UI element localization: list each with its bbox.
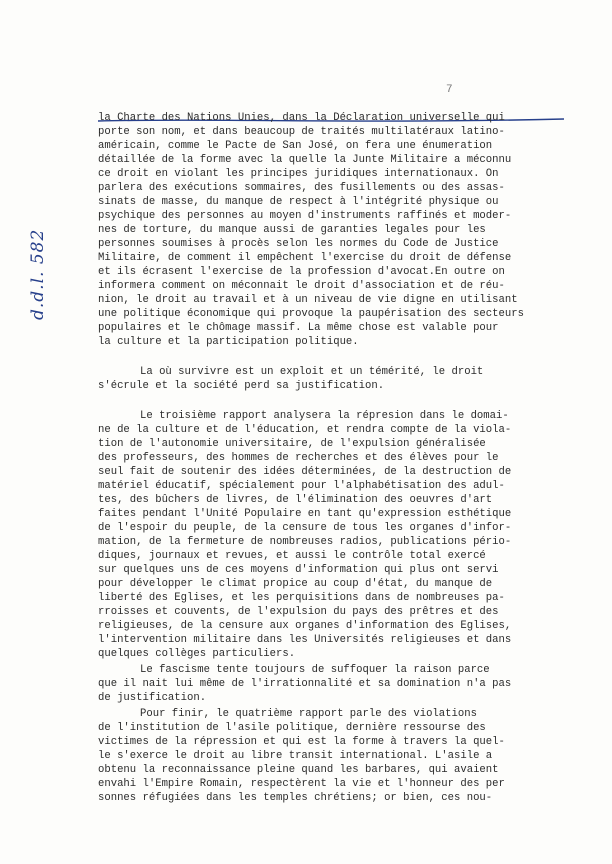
text-line: quelques collèges particuliers. xyxy=(98,648,296,660)
text-line: le s'exerce le droit au libre transit international. L'asile a xyxy=(98,750,493,762)
text-line: la Charte des Nations Unies, dans la Déclaration universelle qui xyxy=(98,112,505,124)
text-line: porte son nom, et dans beaucoup de traités multilatéraux latino- xyxy=(98,126,505,138)
text-line: ne de la culture et de l'éducation, et rendra compte de la viola- xyxy=(98,424,512,436)
text-line: nes de torture, du manque aussi de garanties legales pour les xyxy=(98,224,486,236)
text-line: détaillée de la forme avec la quelle la Junte Militaire a méconnu xyxy=(98,154,512,166)
text-line: envahi l'Empire Romain, respectèrent la vie et l'honneur des per xyxy=(98,778,505,790)
text-line: faites pendant l'Unité Populaire en tant qu'expression esthétique xyxy=(98,508,512,520)
text-line: La où survivre est un exploit et un témérité, le droit xyxy=(140,366,484,378)
text-line: liberté des Eglises, et les perquisitions dans de nombreuses pa- xyxy=(98,592,505,604)
page-number: 7 xyxy=(446,84,453,96)
text-line: informera comment on méconnait le droit d'association et de réu- xyxy=(98,280,505,292)
text-line: sinats de masse, du manque de respect à l'intégrité physique ou xyxy=(98,196,499,208)
text-line: Le troisième rapport analysera la répresion dans le domai- xyxy=(140,410,509,422)
text-line: Pour finir, le quatrième rapport parle des violations xyxy=(140,708,477,720)
text-line: diques, journaux et revues, et aussi le contrôle total exercé xyxy=(98,550,486,562)
text-line: rroisses et couvents, de l'expulsion du pays des prêtres et des xyxy=(98,606,499,618)
text-line: de justification. xyxy=(98,692,207,704)
text-line: Militaire, de comment il empêchent l'exercise du droit de défense xyxy=(98,252,512,264)
text-line: une politique économique qui provoque la paupérisation des secteurs xyxy=(98,308,524,320)
text-line: de l'institution de l'asile politique, dernière ressourse des xyxy=(98,722,486,734)
text-line: et ils écrasent l'exercise de la profession d'avocat.En outre on xyxy=(98,266,505,278)
text-line: obtenu la reconnaissance pleine quand les barbares, qui avaient xyxy=(98,764,499,776)
text-line: que il nait lui même de l'irrationnalité et sa domination n'a pas xyxy=(98,678,512,690)
text-line: tes, des bûchers de livres, de l'élimination des oeuvres d'art xyxy=(98,494,493,506)
text-line: s'écrule et la société perd sa justification. xyxy=(98,380,385,392)
text-line: de l'espoir du peuple, de la censure de tous les organes d'infor- xyxy=(98,522,512,534)
text-line: Le fascisme tente toujours de suffoquer la raison parce xyxy=(140,664,490,676)
text-line: pour développer le climat propice au coup d'état, du manque de xyxy=(98,578,493,590)
text-line: personnes soumises à procès selon les normes du Code de Justice xyxy=(98,238,499,250)
text-line: des professeurs, des hommes de recherches et des élèves pour le xyxy=(98,452,499,464)
text-line: parlera des exécutions sommaires, des fusillements ou des assas- xyxy=(98,182,505,194)
text-line: mation, de la fermeture de nombreuses radios, publications pério- xyxy=(98,536,512,548)
text-line: tion de l'autonomie universitaire, de l'expulsion généralisée xyxy=(98,438,486,450)
text-line: l'intervention militaire dans les Universités religieuses et dans xyxy=(98,634,512,646)
handwritten-margin-note: d.d.l. 582 xyxy=(28,228,48,320)
text-line: populaires et le chômage massif. La même chose est valable pour xyxy=(98,322,499,334)
text-line: matériel éducatif, spécialement pour l'alphabétisation des adul- xyxy=(98,480,505,492)
text-line: nion, le droit au travail et à un niveau de vie digne en utilisant xyxy=(98,294,518,306)
text-line: sonnes réfugiées dans les temples chrétiens; or bien, ces nou- xyxy=(98,792,493,804)
text-line: la culture et la participation politique. xyxy=(98,336,359,348)
text-line: américain, comme le Pacte de San José, on fera une énumeration xyxy=(98,140,493,152)
text-line: sur quelques uns de ces moyens d'information qui plus ont servi xyxy=(98,564,499,576)
text-line: victimes de la répression et qui est la forme à travers la quel- xyxy=(98,736,505,748)
text-line: ce droit en violant les principes juridiques internationaux. On xyxy=(98,168,499,180)
text-line: psychique des personnes au moyen d'instruments raffinés et moder- xyxy=(98,210,512,222)
text-line: religieuses, de la censure aux organes d'information des Eglises, xyxy=(98,620,512,632)
text-line: seul fait de soutenir des idées déterminées, de la destruction de xyxy=(98,466,512,478)
